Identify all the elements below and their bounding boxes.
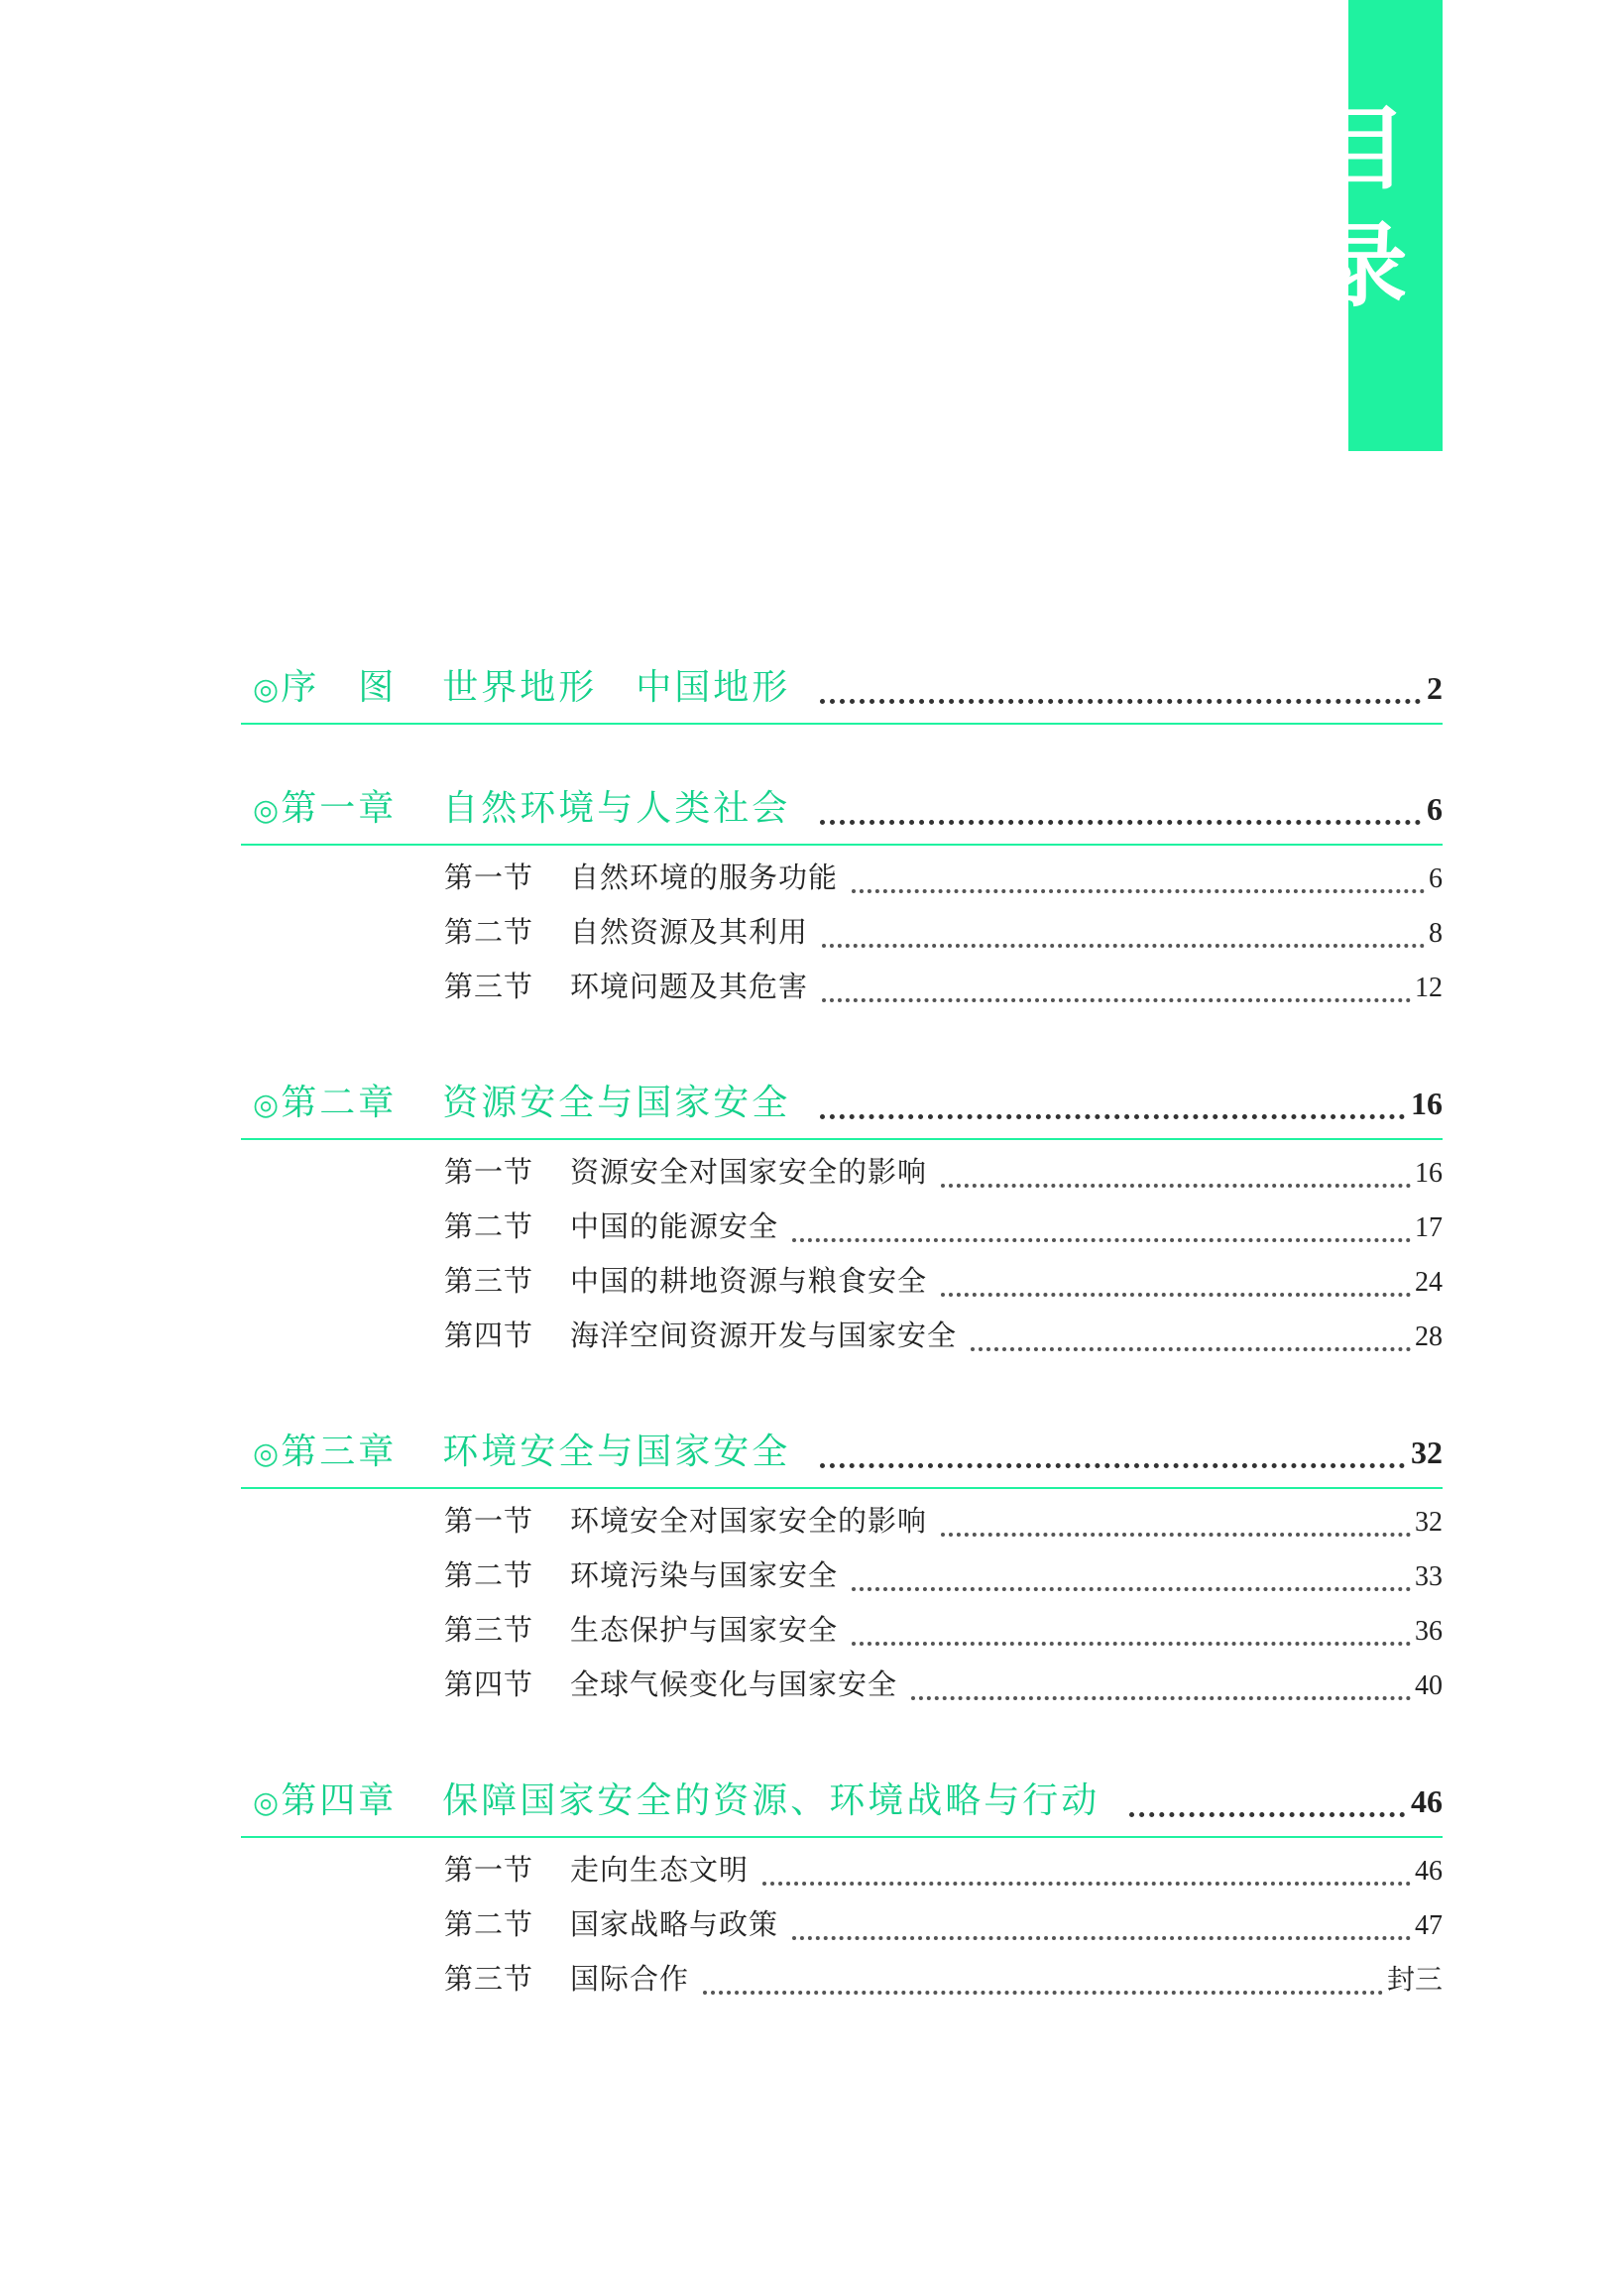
chapter-entry[interactable] xyxy=(241,1075,1443,1140)
section-number: 第一节 xyxy=(444,1504,534,1538)
section-title: 国家战略与政策 xyxy=(570,1907,779,1941)
dot-leader xyxy=(852,1587,1411,1591)
dot-leader xyxy=(820,1463,1405,1468)
dot-leader xyxy=(971,1347,1411,1351)
section-entry[interactable] xyxy=(444,1957,1443,2011)
chapter-page-number: 32 xyxy=(1411,1434,1443,1470)
section-number: 第三节 xyxy=(444,1613,534,1647)
section-title: 自然环境的服务功能 xyxy=(570,861,839,894)
section-title: 环境安全对国家安全的影响 xyxy=(570,1504,928,1538)
chapter-number: 第三章 xyxy=(281,1432,398,1472)
chapter-entry[interactable] xyxy=(241,1424,1443,1489)
section-number: 第二节 xyxy=(444,915,534,949)
section-page-number: 33 xyxy=(1415,1561,1443,1592)
section-title: 中国的耕地资源与粮食安全 xyxy=(570,1264,928,1298)
dot-leader xyxy=(941,1533,1411,1537)
section-entry[interactable] xyxy=(444,1848,1443,1902)
section-title: 生态保护与国家安全 xyxy=(570,1613,839,1647)
section-number: 第二节 xyxy=(444,1558,534,1592)
section-page-number: 24 xyxy=(1415,1267,1443,1298)
section-list xyxy=(241,1140,1443,1368)
chapter-number: 第二章 xyxy=(281,1083,398,1123)
chapter-bullet-icon: ◎ xyxy=(253,793,280,828)
section-entry[interactable] xyxy=(444,1205,1443,1259)
section-entry[interactable] xyxy=(444,1553,1443,1608)
toc-chapter xyxy=(241,780,1443,1019)
dot-leader xyxy=(852,889,1425,893)
section-title: 自然资源及其利用 xyxy=(570,915,809,949)
section-page-number: 12 xyxy=(1415,973,1443,1003)
dot-leader xyxy=(820,699,1421,704)
toc-chapter xyxy=(241,659,1443,725)
section-entry[interactable] xyxy=(444,1902,1443,1957)
chapter-title: 资源安全与国家安全 xyxy=(442,1083,791,1123)
section-entry[interactable] xyxy=(444,1314,1443,1368)
dot-leader xyxy=(792,1936,1411,1940)
section-page-number: 8 xyxy=(1429,918,1443,949)
toc-heading-char-1: 目 xyxy=(1316,96,1408,202)
section-number: 第一节 xyxy=(444,861,534,894)
section-number: 第一节 xyxy=(444,1853,534,1887)
chapter-title: 环境安全与国家安全 xyxy=(442,1432,791,1472)
section-list xyxy=(241,1838,1443,2011)
chapter-entry[interactable] xyxy=(241,659,1443,725)
dot-leader xyxy=(911,1696,1411,1700)
table-of-contents xyxy=(241,659,1443,2067)
section-title: 环境污染与国家安全 xyxy=(570,1558,839,1592)
chapter-number: 序 图 xyxy=(281,667,398,708)
section-number: 第三节 xyxy=(444,970,534,1003)
section-page-number: 17 xyxy=(1415,1212,1443,1243)
chapter-page-number: 46 xyxy=(1411,1783,1443,1819)
section-title: 走向生态文明 xyxy=(570,1853,750,1887)
section-entry[interactable] xyxy=(444,1608,1443,1663)
dot-leader xyxy=(822,998,1411,1002)
dot-leader xyxy=(852,1642,1411,1646)
section-number: 第二节 xyxy=(444,1907,534,1941)
section-page-number: 32 xyxy=(1415,1507,1443,1538)
toc-heading-tab xyxy=(1316,0,1443,451)
dot-leader xyxy=(762,1882,1411,1886)
section-title: 国际合作 xyxy=(570,1962,690,1996)
dot-leader xyxy=(1129,1812,1405,1817)
section-page-number: 封三 xyxy=(1386,1965,1443,1996)
chapter-bullet-icon: ◎ xyxy=(253,1088,280,1122)
section-entry[interactable] xyxy=(444,1259,1443,1314)
dot-leader xyxy=(822,944,1425,948)
section-page-number: 46 xyxy=(1415,1856,1443,1887)
section-title: 环境问题及其危害 xyxy=(570,970,809,1003)
chapter-number: 第一章 xyxy=(281,788,398,829)
chapter-title: 自然环境与人类社会 xyxy=(442,788,791,829)
section-number: 第四节 xyxy=(444,1667,534,1701)
section-page-number: 28 xyxy=(1415,1321,1443,1352)
chapter-page-number: 16 xyxy=(1411,1086,1443,1121)
section-page-number: 36 xyxy=(1415,1616,1443,1647)
dot-leader xyxy=(820,820,1421,825)
dot-leader xyxy=(703,1991,1383,1995)
toc-heading-char-2: 录 xyxy=(1316,213,1408,319)
section-number: 第一节 xyxy=(444,1155,534,1189)
section-entry[interactable] xyxy=(444,1150,1443,1205)
dot-leader xyxy=(941,1184,1411,1188)
chapter-page-number: 6 xyxy=(1427,791,1443,827)
section-title: 海洋空间资源开发与国家安全 xyxy=(570,1319,958,1352)
section-number: 第四节 xyxy=(444,1319,534,1352)
chapter-title: 世界地形 中国地形 xyxy=(442,667,791,708)
toc-chapter xyxy=(241,1773,1443,2011)
chapter-number: 第四章 xyxy=(281,1780,398,1821)
section-number: 第三节 xyxy=(444,1264,534,1298)
chapter-bullet-icon: ◎ xyxy=(253,672,280,707)
section-page-number: 16 xyxy=(1415,1158,1443,1189)
section-entry[interactable] xyxy=(444,965,1443,1019)
section-number: 第三节 xyxy=(444,1962,534,1996)
dot-leader xyxy=(820,1114,1405,1119)
dot-leader xyxy=(792,1238,1411,1242)
section-entry[interactable] xyxy=(444,1499,1443,1553)
toc-chapter xyxy=(241,1424,1443,1717)
chapter-entry[interactable] xyxy=(241,780,1443,846)
chapter-entry[interactable] xyxy=(241,1773,1443,1838)
section-list xyxy=(241,1489,1443,1717)
section-list xyxy=(241,846,1443,1019)
toc-chapter xyxy=(241,1075,1443,1368)
chapter-title: 保障国家安全的资源、环境战略与行动 xyxy=(442,1780,1101,1821)
chapter-bullet-icon: ◎ xyxy=(253,1785,280,1820)
section-page-number: 6 xyxy=(1429,863,1443,894)
section-title: 全球气候变化与国家安全 xyxy=(570,1667,898,1701)
section-page-number: 47 xyxy=(1415,1910,1443,1941)
section-page-number: 40 xyxy=(1415,1670,1443,1701)
section-entry[interactable] xyxy=(444,856,1443,910)
section-title: 中国的能源安全 xyxy=(570,1209,779,1243)
section-entry[interactable] xyxy=(444,910,1443,965)
section-number: 第二节 xyxy=(444,1209,534,1243)
chapter-page-number: 2 xyxy=(1427,670,1443,706)
chapter-bullet-icon: ◎ xyxy=(253,1436,280,1471)
dot-leader xyxy=(941,1293,1411,1297)
section-entry[interactable] xyxy=(444,1663,1443,1717)
section-title: 资源安全对国家安全的影响 xyxy=(570,1155,928,1189)
